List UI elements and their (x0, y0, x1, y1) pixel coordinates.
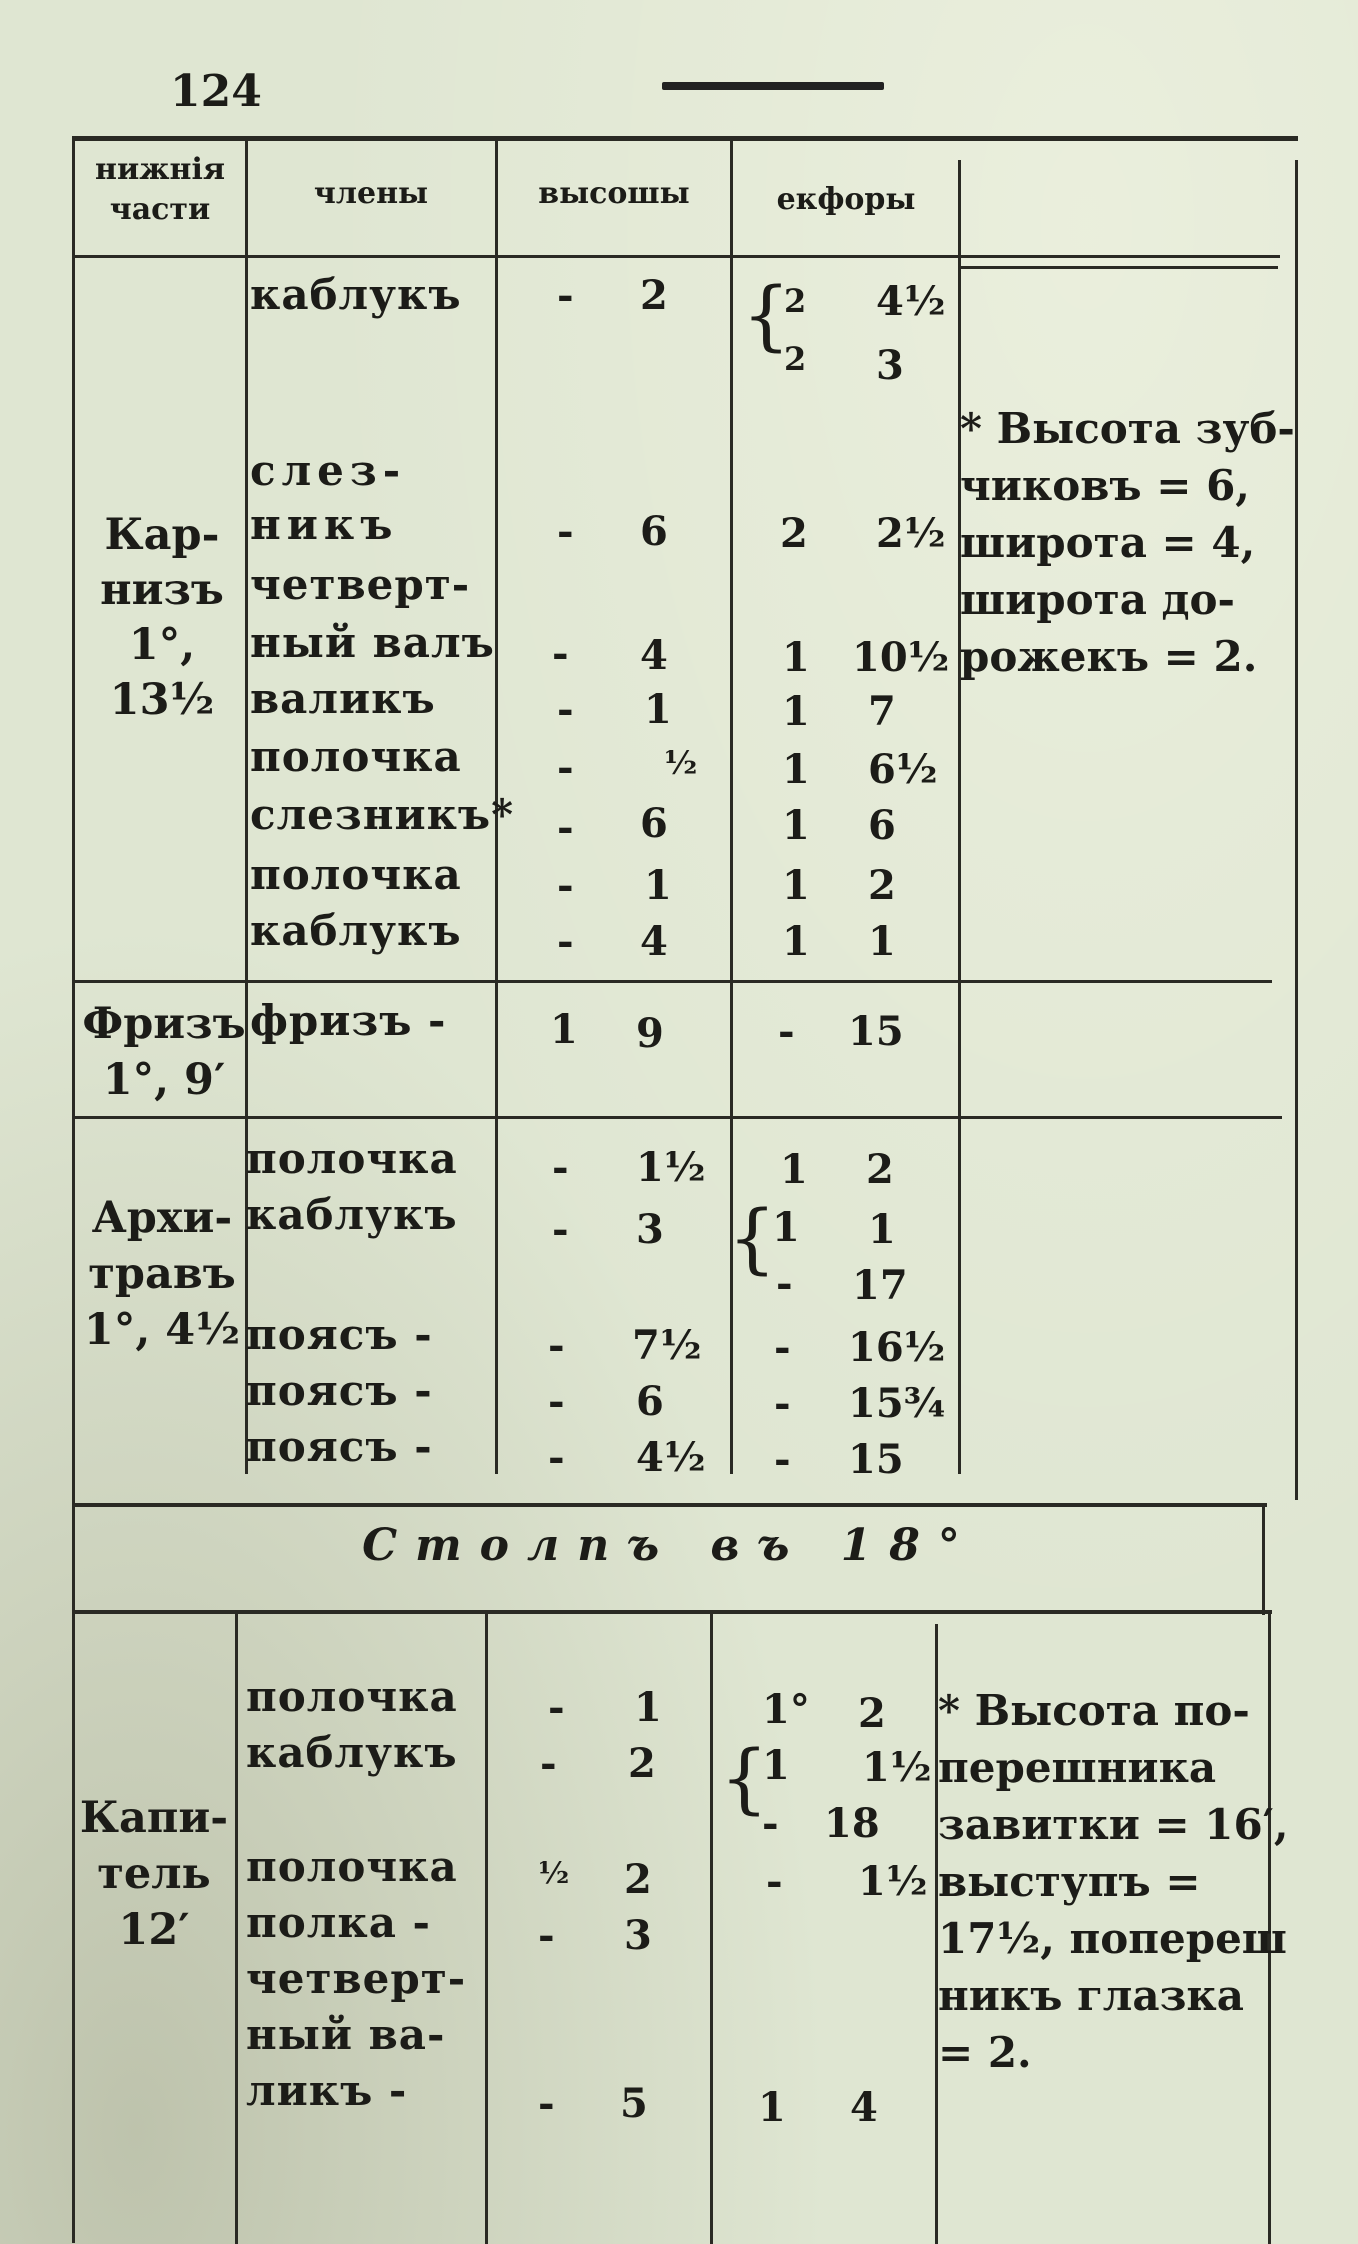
height-cell: 7½ (632, 1322, 702, 1369)
projection-cell: 3 (876, 342, 904, 389)
section-bottom-rule (72, 1610, 1272, 1614)
member-cell: ный ва- (246, 2010, 446, 2059)
dash-cell: - (557, 862, 574, 909)
projection-cell: 1 (868, 918, 896, 965)
member-cell: поясъ - (246, 1310, 433, 1359)
dash-cell: - (557, 686, 574, 733)
projection-cell: - (766, 1858, 783, 1905)
column-rule-1 (245, 140, 248, 1474)
height-cell: 6 (640, 508, 668, 555)
section-title: Столпъ въ 18° (362, 1520, 978, 1571)
note-cornice: * Высота зуб- чиковъ = 6, широта = 4, широта до- рожекъ = 2. (960, 404, 1295, 681)
dash-cell: - (557, 744, 574, 791)
header-heights: высошы (538, 176, 690, 211)
member-cell: ный валъ (250, 618, 495, 667)
projection-cell: 2 (866, 1146, 894, 1193)
dash-cell: - (552, 1206, 569, 1253)
projection-cell: 2 (780, 510, 808, 557)
member-cell: полочка (246, 1672, 458, 1721)
height-cell: 3 (624, 1912, 652, 1959)
lower-column-rule-1 (235, 1614, 238, 2244)
projection-cell: 18 (824, 1800, 880, 1847)
dash-cell: ½ (538, 1856, 570, 1891)
projection-cell: - (774, 1324, 791, 1371)
projection-cell: 1 (772, 1204, 800, 1251)
brace-icon: { (728, 1193, 777, 1282)
table-left-border (72, 136, 75, 1510)
projection-cell: 6½ (868, 746, 938, 793)
height-cell: 1 (644, 686, 672, 733)
projection-cell: 1° (762, 1686, 810, 1733)
member-cell: каблукъ (250, 270, 462, 319)
dash-cell: - (538, 2080, 555, 2127)
height-cell: ½ (664, 744, 698, 782)
projection-cell: 17 (852, 1262, 908, 1309)
table-right-border (1295, 160, 1298, 1500)
header-parts: нижнія части (94, 152, 226, 227)
member-cell: каблукъ (246, 1190, 458, 1239)
dash-cell: - (557, 804, 574, 851)
projection-cell: 4½ (876, 278, 946, 325)
page-number: 124 (170, 66, 262, 117)
projection-cell: - (776, 1260, 793, 1307)
section-right-border (1262, 1505, 1265, 1615)
projection-cell: 1 (758, 2084, 786, 2131)
projection-cell: - (774, 1436, 791, 1483)
height-cell: 5 (620, 2080, 648, 2127)
lower-column-rule-2 (485, 1614, 488, 2244)
projection-cell: 1½ (862, 1744, 932, 1791)
member-cell: полочка (246, 1134, 458, 1183)
group-cornice: Кар- низъ 1°, 13½ (100, 510, 224, 725)
height-cell: 4 (640, 632, 668, 679)
height-cell: 6 (640, 800, 668, 847)
dash-cell: 1 (550, 1006, 578, 1053)
height-cell: 1½ (636, 1144, 706, 1191)
brace-icon: { (742, 270, 791, 359)
member-cell: каблукъ (250, 906, 462, 955)
brace-icon: { (720, 1733, 769, 1822)
member-cell: четверт- (246, 1954, 467, 2003)
member-cell: поясъ - (246, 1366, 433, 1415)
projection-cell: 10½ (852, 634, 950, 681)
height-cell: 6 (636, 1378, 664, 1425)
projection-cell: 1 (782, 862, 810, 909)
projection-cell: 1 (782, 918, 810, 965)
dash-cell: - (552, 630, 569, 677)
note-capital: * Высота по- перешника завитки = 16′, выступъ = 17½, попереш никъ глазка = 2. (938, 1686, 1289, 2077)
cornice-bottom-rule (72, 980, 1272, 983)
projection-cell: 1½ (858, 1858, 928, 1905)
projection-cell: 2 (858, 1690, 886, 1737)
member-cell: полочка (250, 850, 462, 899)
member-cell: полочка (246, 1842, 458, 1891)
projection-cell: 2 (784, 340, 807, 378)
table-header-border (72, 255, 1280, 258)
projection-cell: 1 (868, 1206, 896, 1253)
group-frieze: Фризъ 1°, 9′ (82, 999, 246, 1105)
dash-cell: - (548, 1434, 565, 1481)
member-cell: никъ (250, 500, 399, 549)
group-capital: Капи- тель 12′ (79, 1793, 229, 1955)
projection-cell: - (778, 1008, 795, 1055)
projection-cell: 1 (762, 1742, 790, 1789)
member-cell: полочка (250, 732, 462, 781)
member-cell: четверт- (250, 560, 471, 609)
height-cell: 2 (640, 272, 668, 319)
projection-cell: 2½ (876, 510, 946, 557)
frieze-bottom-rule (72, 1116, 1282, 1119)
projection-cell: 2 (784, 282, 807, 320)
height-cell: 1 (634, 1684, 662, 1731)
dash-cell: - (538, 1912, 555, 1959)
member-cell: полка - (246, 1898, 431, 1947)
column-rule-4 (958, 160, 961, 1474)
dash-cell: - (552, 1144, 569, 1191)
group-architrave: Архи- травъ 1°, 4½ (83, 1193, 241, 1355)
member-cell: поясъ - (246, 1422, 433, 1471)
dash-cell: - (548, 1378, 565, 1425)
height-cell: 2 (624, 1856, 652, 1903)
member-cell: слезникъ* (250, 790, 515, 839)
dash-cell: - (540, 1740, 557, 1787)
member-cell: каблукъ (246, 1728, 458, 1777)
header-members: члены (313, 176, 429, 211)
projection-cell: 15¾ (848, 1380, 946, 1427)
projection-cell: 1 (782, 746, 810, 793)
projection-cell: 7 (868, 688, 896, 735)
header-projections: екфоры (776, 182, 916, 217)
lower-column-rule-3 (710, 1614, 713, 2244)
table-top-border (72, 136, 1298, 141)
section-left-border (72, 1503, 75, 2243)
projection-cell: 15 (848, 1008, 904, 1055)
notes-header-rule (958, 266, 1278, 269)
member-cell: фризъ - (250, 996, 447, 1045)
projection-cell: 1 (782, 634, 810, 681)
projection-cell: 1 (782, 802, 810, 849)
projection-cell: 1 (782, 688, 810, 735)
projection-cell: 16½ (848, 1324, 946, 1371)
projection-cell: - (774, 1380, 791, 1427)
member-cell: ликъ - (246, 2066, 408, 2115)
dash-cell: - (557, 508, 574, 555)
height-cell: 1 (644, 862, 672, 909)
header-rule (662, 82, 884, 90)
dash-cell: - (548, 1684, 565, 1731)
projection-cell: 2 (868, 862, 896, 909)
height-cell: 3 (636, 1206, 664, 1253)
projection-cell: 6 (868, 802, 896, 849)
height-cell: 4 (640, 918, 668, 965)
height-cell: 2 (628, 1740, 656, 1787)
member-cell: слез- (250, 446, 407, 495)
upper-table-bottom-rule (72, 1503, 1267, 1507)
projection-cell: 1 (780, 1146, 808, 1193)
projection-cell: - (762, 1800, 779, 1847)
height-cell: 9 (636, 1010, 664, 1057)
height-cell: 4½ (636, 1434, 706, 1481)
member-cell: валикъ (250, 674, 436, 723)
dash-cell: - (548, 1322, 565, 1369)
projection-cell: 4 (850, 2084, 878, 2131)
dash-cell: - (557, 918, 574, 965)
dash-cell: - (557, 272, 574, 319)
projection-cell: 15 (848, 1436, 904, 1483)
